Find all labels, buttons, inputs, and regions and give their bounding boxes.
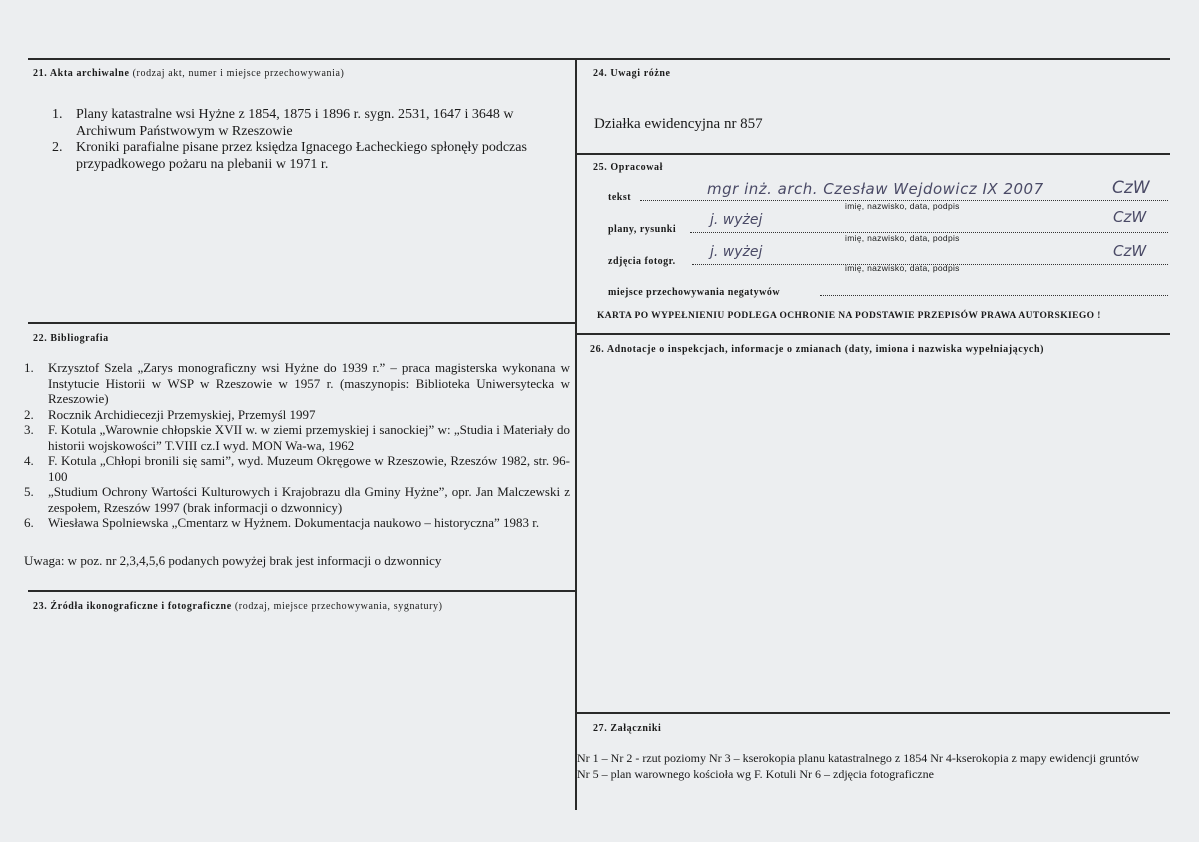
rule-26-27: [576, 712, 1170, 714]
section-23-subtitle: (rodzaj, miejsce przechowywania, sygnatury): [234, 601, 443, 612]
section-21-header: [33, 68, 344, 79]
attachments-text: Nr 1 – Nr 2 - rzut poziomy Nr 3 – kserokopia planu katastralnego z 1854 Nr 4-kserokopia z mapy ewidencji gruntów Nr 5 – plan warownego kościoła wg F. Kotuli Nr 6 – zdjęcia fotograficzne: [577, 751, 1140, 781]
signature-icon: CzW: [1113, 208, 1147, 226]
section-26-header: [590, 344, 1044, 355]
list-item: 4. F. Kotula „Chłopi bronili się sami”, wyd. Muzeum Okręgowe w Rzeszowie, Rzeszów 1982, str. 96-100: [24, 453, 570, 484]
field-line-negatives: [820, 295, 1168, 296]
field-label-negatives: miejsce przechowywania negatywów: [608, 287, 781, 298]
top-rule: [28, 58, 1170, 60]
field-caption: imię, nazwisko, data, podpis: [845, 233, 960, 243]
signature-icon: CzW: [1113, 242, 1147, 260]
rule-22-23: [28, 590, 576, 592]
list-item: 1. Plany katastralne wsi Hyżne z 1854, 1875 i 1896 r. sygn. 2531, 1647 i 3648 w Archiwum Państwowym w Rzeszowie: [52, 107, 514, 139]
remarks-text: Działka ewidencyjna nr 857: [594, 116, 763, 132]
list-item: 1. Krzysztof Szela „Zarys monograficzny wsi Hyżne do 1939 r.” – praca magisterska wykonana w Instytucie Historii w WSP w Rzeszowie w 1957 r. (maszynopis: Biblioteka Uniwersytecka w Rzeszowie): [24, 360, 570, 406]
list-item: 3. F. Kotula „Warownie chłopskie XVII w. w ziemi przemyskiej i sanockiej” w: „Studia i Materiały do historii wojskowości” T.VIII cz.I wyd. MON Wa-wa, 1962: [24, 422, 570, 453]
section-26-title: 26. Adnotacje o inspekcjach, informacje o zmianach: [590, 344, 842, 355]
section-22-header: [33, 333, 109, 344]
section-24-header: [593, 68, 671, 79]
list-item: 2. Kroniki parafialne pisane przez księdza Ignacego Łacheckiego spłonęły podczas przypadkowego pożaru na plebanii w 1971 r.: [52, 140, 527, 172]
signature-icon: CzW: [1112, 178, 1150, 198]
handwritten-photos: j. wyżej: [710, 244, 763, 260]
rule-21-22: [28, 322, 576, 324]
list-item: 5. „Studium Ochrony Wartości Kulturowych i Krajobrazu dla Gminy Hyżne”, opr. Jan Malczewski z zespołem, Rzeszów 1997 (brak informacji o dzwonnicy): [24, 484, 570, 515]
list-item: 6. Wiesława Spolniewska „Cmentarz w Hyżnem. Dokumentacja naukowo – historyczna” 1983 r.: [24, 515, 540, 530]
section-25-title: 25. Opracował: [593, 162, 664, 173]
bibliography-list: [24, 360, 570, 531]
section-21-title: 21. Akta archiwalne: [33, 68, 130, 79]
section-22-title: 22. Bibliografia: [33, 333, 109, 344]
section-23-header: [33, 601, 443, 612]
section-24-title: 24. Uwagi różne: [593, 68, 671, 79]
field-label-photos: zdjęcia fotogr.: [608, 256, 676, 267]
section-26-subtitle: (daty, imiona i nazwiska wypełniających): [844, 344, 1045, 355]
list-item: 2. Rocznik Archidiecezji Przemyskiej, Przemyśl 1997: [24, 406, 316, 422]
field-caption: imię, nazwisko, data, podpis: [845, 263, 960, 273]
section-23-title: 23. Źródła ikonograficzne i fotograficzne: [33, 601, 232, 612]
section-27-title: 27. Załączniki: [593, 723, 662, 734]
archival-records-list: [52, 107, 562, 173]
section-27-header: [593, 723, 661, 734]
handwritten-author: mgr inż. arch. Czesław Wejdowicz IX 2007: [707, 180, 1044, 198]
section-25-header: [593, 162, 663, 173]
rule-25-26: [576, 333, 1170, 335]
field-label-text: tekst: [608, 192, 632, 203]
rule-24-25: [576, 153, 1170, 155]
copyright-notice: KARTA PO WYPEŁNIENIU PODLEGA OCHRONIE NA PODSTAWIE PRZEPISÓW PRAWA AUTORSKIEGO !: [597, 311, 1101, 321]
section-21-subtitle: (rodzaj akt, numer i miejsce przechowywania): [132, 68, 345, 79]
handwritten-plans: j. wyżej: [710, 212, 763, 228]
bibliography-note: Uwaga: w poz. nr 2,3,4,5,6 podanych powyżej brak jest informacji o dzwonnicy: [24, 553, 442, 568]
field-label-plans: plany, rysunki: [608, 224, 677, 235]
field-caption: imię, nazwisko, data, podpis: [845, 201, 960, 211]
center-divider: [575, 58, 577, 810]
